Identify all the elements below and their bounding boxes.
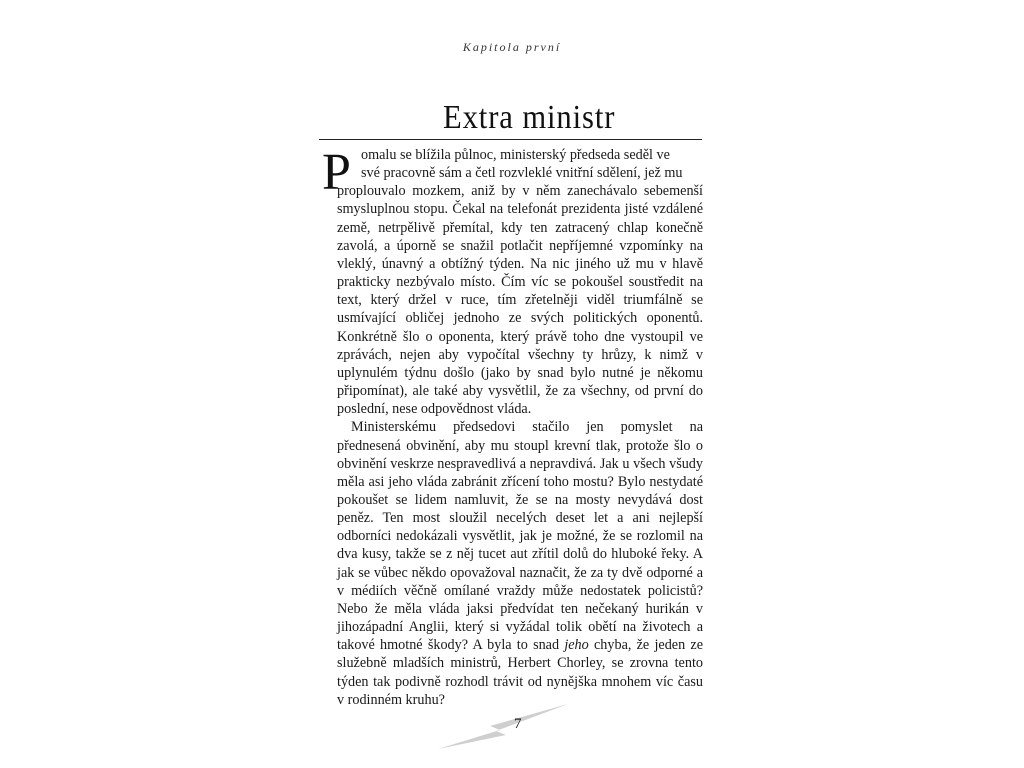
title-underline-rule (319, 139, 702, 140)
paragraph-1-line-1: omalu se blížila půlnoc, ministerský předseda seděl ve (361, 147, 670, 163)
paragraph-1-rest: proplouvalo mozkem, aniž by v něm zanechávalo sebemenší smysluplnou stopu. Čekal na telefonát prezidenta jisté vzdálené země, netrpělivě přemítal, kdy ten zatracený chlap konečně zavolá, a úporně se snažil potlačit nepříjemné vzpomínky na vleklý, únavný a obtížný týden. Na nic jiného už mu v hlavě prakticky nezbývalo místo. Čím víc se pokoušel soustředit na text, který držel v ruce, tím zřetelněji viděl triumfálně se usmívající obličej jednoho ze svých politických oponentů. Konkrétně šlo o oponenta, který právě toho dne vystoupil ve zprávách, nejen aby vypočítal všechny ty hrůzy, k nimž v uplynulém týdnu došlo (jako by snad bylo nutné je někomu připomínat), ale také aby vysvětlil, že za všechny, od první do poslední, nese odpovědnost vláda. (337, 183, 703, 418)
paragraph-2-emphasis: jeho (564, 637, 589, 654)
paragraph-1 (337, 146, 703, 418)
page-number: 7 (514, 716, 522, 732)
lightning-bolt-icon (434, 702, 569, 752)
drop-cap: P (322, 144, 351, 201)
paragraph-2-text-b: chyba, že jeden ze služebně mladších ministrů, Herbert Chorley, se zrovna tento týden tak podivně rozhodl trávit od nynějška mnohem víc času v rodinném kruhu? (337, 637, 704, 708)
paragraph-1-line-2: své pracovně sám a četl rozvleklé vnitřní sdělení, jež mu (361, 165, 683, 182)
chapter-title: Extra ministr (443, 99, 616, 136)
body-text (337, 146, 703, 709)
paragraph-2-text-a: Ministerskému předsedovi stačilo jen pomyslet na přednesená obvinění, aby mu stoupl krevní tlak, protože šlo o obvinění veskrze nespravedlivá a nepravdivá. Jak u všech všudy měla asi jeho vláda zabránit zřícení toho mostu? Bylo nestydaté pokoušet se lidem namluvit, že se na mosty nevydává dost peněz. Ten most sloužil necelých deset let a ani nejlepší odborníci nedokázali vysvětlit, jak je možné, že se rozlomil na dva kusy, takže se z něj tucet aut zřítil dolů do hluboké řeky. A jak se vůbec někdo opovažoval naznačit, že za ty dvě odporné a v médiích věčně omílané vraždy může nedostatek policistů? Nebo že měla vláda jaksi předvídat ten nečekaný hurikán v jihozápadní Anglii, který si vyžádal tolik obětí na životech a takové hmotné škody? A byla to snad (337, 419, 703, 654)
paragraph-2 (337, 418, 703, 709)
running-head: Kapitola první (462, 40, 562, 54)
